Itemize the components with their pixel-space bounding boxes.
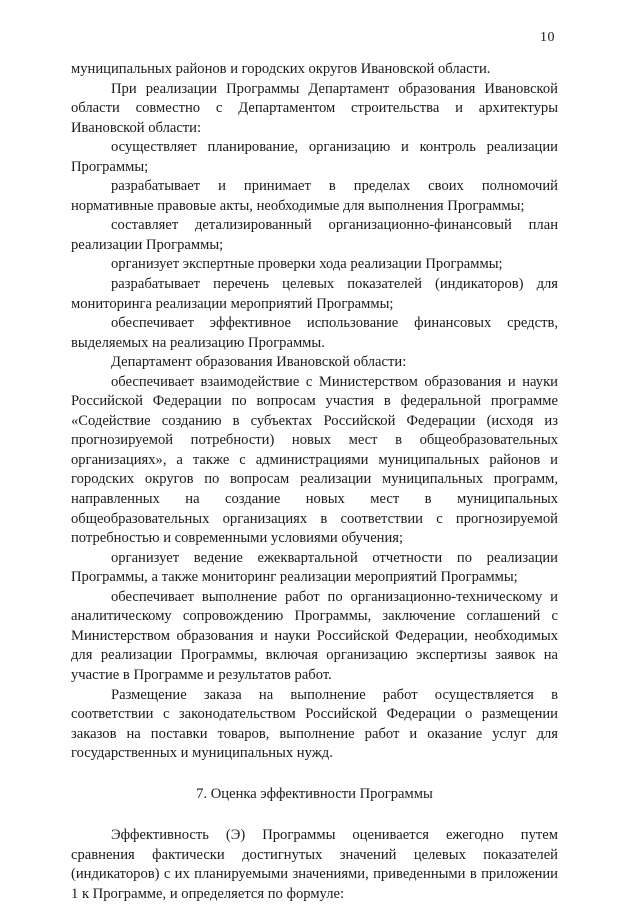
paragraph: Размещение заказа на выполнение работ осуществляется в соответствии с законодательством Российской Федерации о размещении заказов на поставки товаров, выполнение работ и оказание услуг для государственных и муниципальных нужд. <box>71 686 558 762</box>
paragraph: составляет детализированный организационно-финансовый план реализации Программы; <box>71 217 558 253</box>
document-body <box>71 60 558 904</box>
paragraph: обеспечивает эффективное использование финансовых средств, выделяемых на реализацию Программы. <box>71 315 558 351</box>
paragraph: разрабатывает перечень целевых показателей (индикаторов) для мониторинга реализации мероприятий Программы; <box>71 276 558 312</box>
paragraph: обеспечивает выполнение работ по организационно-техническому и аналитическому сопровождению Программы, заключение соглашений с Министерством образования и науки Российской Федерации, необходимых для реализации Программы, включая организацию экспертизы заявок на участие в Программе и результатов работ. <box>71 588 558 683</box>
paragraph: организует экспертные проверки хода реализации Программы; <box>111 256 503 273</box>
paragraph: обеспечивает взаимодействие с Министерством образования и науки Российской Федерации по вопросам участия в федеральной программе «Содействие созданию в субъектах Российской Федерации (исходя из прогнозируемой потребности) новых мест в общеобразовательных организациях», а также с администрациями муниципальных районов и городских округов по вопросам реализации муниципальных программ, направленных на создание новых мест в муниципальных общеобразовательных организациях в соответствии с прогнозируемой потребностью и современными условиями обучения; <box>71 373 558 547</box>
page-number: 10 <box>540 30 555 45</box>
paragraph: Департамент образования Ивановской области: <box>111 354 407 371</box>
section-heading: 7. Оценка эффективности Программы <box>196 785 433 802</box>
paragraph: Эффективность (Э) Программы оценивается ежегодно путем сравнения фактически достигнутых значений целевых показателей (индикаторов) с их планируемыми значениями, приведенными в приложении 1 к Программе, и определяется по формуле: <box>71 827 558 902</box>
paragraph: осуществляет планирование, организацию и контроль реализации Программы; <box>71 139 558 175</box>
paragraph: организует ведение ежеквартальной отчетности по реализации Программы, а также мониторинг реализации мероприятий Программы; <box>71 549 558 586</box>
paragraph: При реализации Программы Департамент образования Ивановской области совместно с Департаментом строительства и архитектуры Ивановской области: <box>71 80 558 136</box>
paragraph: разрабатывает и принимает в пределах своих полномочий нормативные правовые акты, необходимые для выполнения Программы; <box>71 178 558 214</box>
paragraph: муниципальных районов и городских округов Ивановской области. <box>71 61 491 77</box>
